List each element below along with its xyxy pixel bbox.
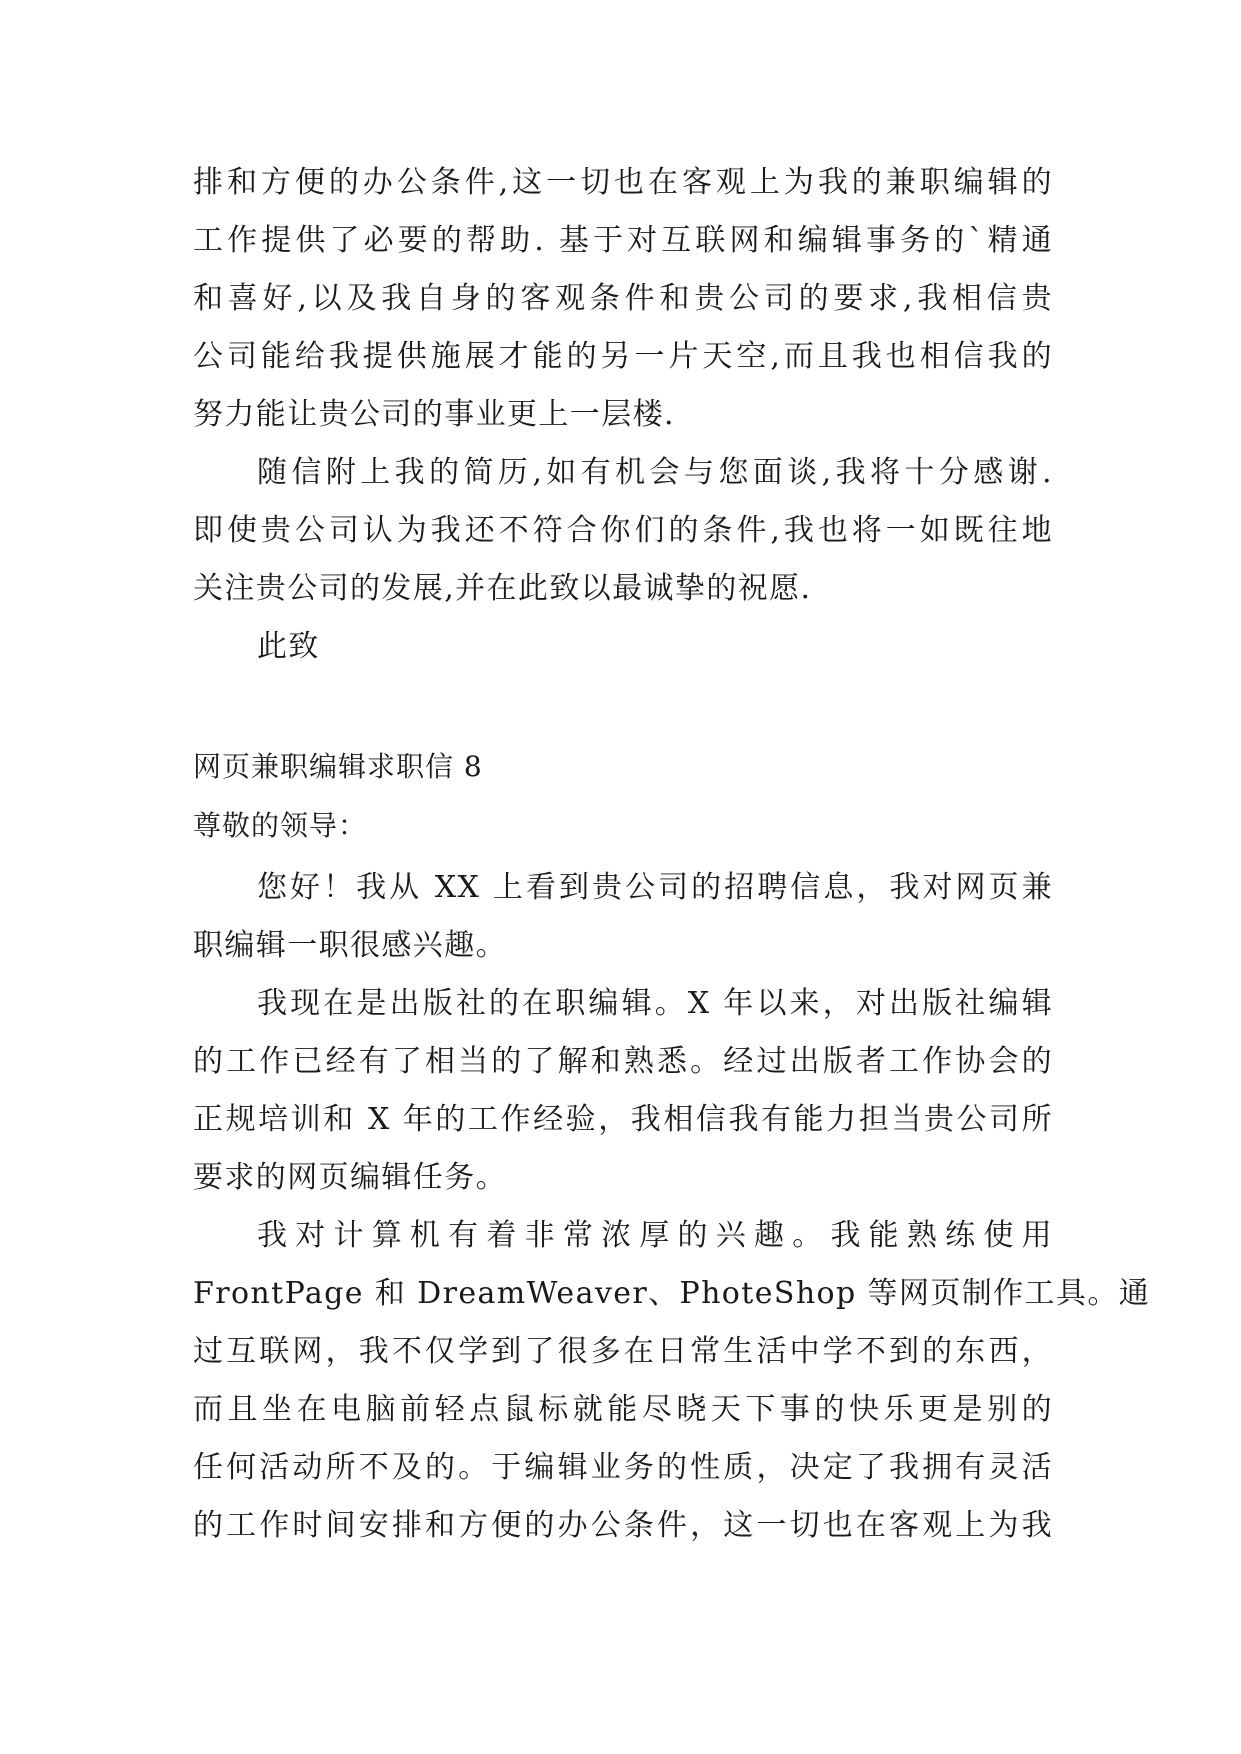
closing-line: 此致: [257, 629, 320, 664]
paragraph-line: 即使贵公司认为我还不符合你们的条件,我也将一如既往地: [193, 513, 1053, 548]
paragraph-line: 的工作时间安排和方便的办公条件，这一切也在客观上为我: [193, 1508, 1053, 1543]
paragraph-line: 要求的网页编辑任务。: [193, 1160, 507, 1195]
paragraph-line: 公司能给我提供施展才能的另一片天空,而且我也相信我的: [193, 339, 1053, 374]
salutation: 尊敬的领导：: [193, 809, 368, 842]
paragraph-line: 正规培训和 X 年的工作经验，我相信我有能力担当贵公司所: [193, 1102, 1053, 1137]
paragraph-line: 任何活动所不及的。于编辑业务的性质，决定了我拥有灵活: [193, 1450, 1053, 1485]
paragraph-line: 过互联网，我不仅学到了很多在日常生活中学不到的东西，: [193, 1334, 1053, 1369]
paragraph-line: FrontPage 和 DreamWeaver、PhoteShop 等网页制作工具。通: [193, 1276, 1151, 1311]
paragraph-line: 您好！我从 XX 上看到贵公司的招聘信息，我对网页兼: [257, 870, 1053, 905]
paragraph-line: 努力能让贵公司的事业更上一层楼.: [193, 397, 675, 432]
letter-title: 网页兼职编辑求职信 8: [193, 750, 483, 783]
paragraph-line: 我现在是出版社的在职编辑。X 年以来，对出版社编辑: [257, 986, 1053, 1021]
paragraph-line: 职编辑一职很感兴趣。: [193, 928, 507, 963]
paragraph-line: 我对计算机有着非常浓厚的兴趣。我能熟练使用: [257, 1218, 1053, 1253]
paragraph-line: 关注贵公司的发展,并在此致以最诚挚的祝愿.: [193, 571, 812, 606]
paragraph-line: 随信附上我的简历,如有机会与您面谈,我将十分感谢.: [257, 455, 1053, 490]
paragraph-line: 而且坐在电脑前轻点鼠标就能尽晓天下事的快乐更是别的: [193, 1392, 1053, 1427]
paragraph-line: 排和方便的办公条件,这一切也在客观上为我的兼职编辑的: [193, 165, 1053, 200]
paragraph-line: 和喜好,以及我自身的客观条件和贵公司的要求,我相信贵: [193, 281, 1053, 316]
paragraph-line: 的工作已经有了相当的了解和熟悉。经过出版者工作协会的: [193, 1044, 1053, 1079]
paragraph-line: 工作提供了必要的帮助. 基于对互联网和编辑事务的`精通: [193, 223, 1053, 258]
